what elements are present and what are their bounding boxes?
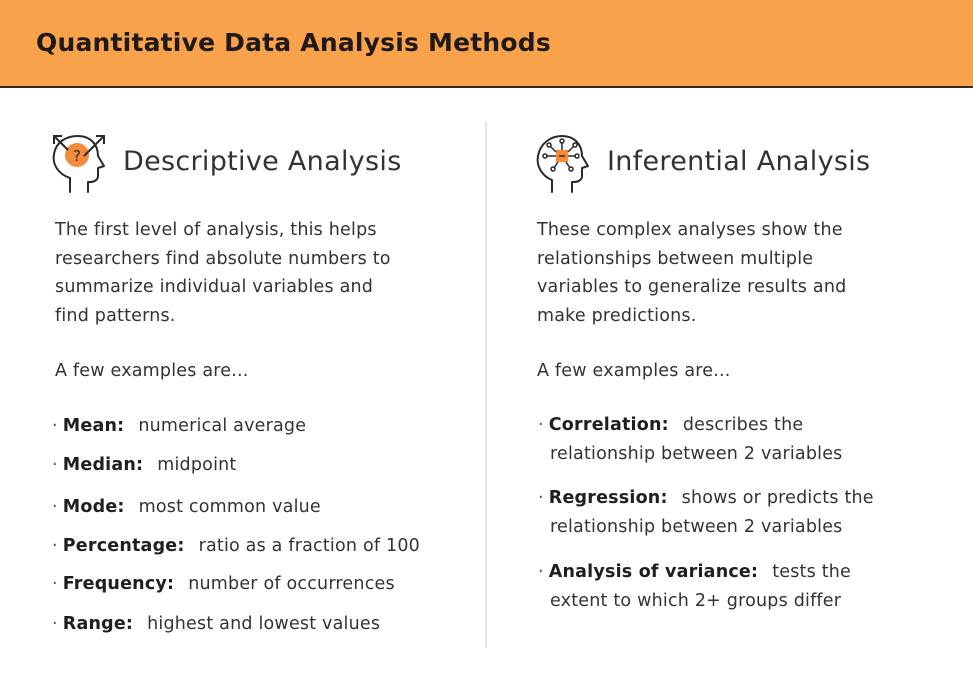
bullet: · [52,416,58,436]
item-desc: midpoint [157,455,237,475]
item-term: Percentage: [62,536,185,556]
paragraph-line: These complex analyses show the [537,220,843,240]
inferential-paragraph [537,216,846,330]
item-term: Mean: [62,416,125,436]
descriptive-title: Descriptive Analysis [123,146,402,177]
paragraph-line: The first level of analysis, this helps [55,220,377,240]
item-term: Regression: [548,488,668,508]
column-divider [485,122,487,648]
page-title: Quantitative Data Analysis Methods [36,28,551,57]
list-item [52,532,420,561]
inferential-title: Inferential Analysis [607,146,871,177]
descriptive-paragraph [55,216,391,330]
item-term: Analysis of variance: [548,562,759,582]
list-item [52,610,380,639]
list-item [538,558,851,615]
paragraph-line: relationships between multiple [537,248,814,269]
paragraph-line: variables to generalize results and [537,277,847,297]
item-desc: number of occurrences [188,574,395,594]
item-desc-continued: relationship between 2 variables [550,516,843,537]
item-desc: shows or predicts the [681,488,874,508]
paragraph-line: make predictions. [537,305,697,326]
inferential-intro: A few examples are... [537,361,731,381]
header-banner [0,0,973,88]
list-item [52,451,237,480]
item-desc: tests the [772,562,852,582]
item-term: Correlation: [548,415,669,435]
item-term: Mode: [62,497,125,517]
item-desc: most common value [138,497,321,517]
list-item [52,493,321,522]
bullet: · [52,497,58,517]
descriptive-intro: A few examples are... [55,361,249,381]
item-desc-continued: extent to which 2+ groups differ [550,590,842,611]
bullet: · [52,536,58,556]
list-item [52,570,395,599]
head-question-arrows-icon [48,130,110,196]
item-term: Frequency: [62,574,175,594]
item-desc: ratio as a fraction of 100 [198,536,420,556]
bullet: · [52,574,58,594]
bullet: · [52,455,58,475]
item-desc: numerical average [138,416,307,436]
bullet: · [52,614,58,634]
bullet: · [538,488,544,508]
svg-text:?: ? [73,147,81,165]
paragraph-line: find patterns. [55,305,176,326]
list-item [538,484,874,541]
item-desc-continued: relationship between 2 variables [550,443,843,464]
item-term: Median: [62,455,144,475]
paragraph-line: summarize individual variables and [55,277,374,297]
list-item [52,412,306,441]
bullet: · [538,415,544,435]
head-circuit-icon [534,132,590,196]
item-desc: highest and lowest values [147,614,381,634]
paragraph-line: researchers find absolute numbers to [55,248,391,269]
item-desc: describes the [682,415,804,435]
item-term: Range: [62,614,134,634]
list-item [538,411,842,468]
bullet: · [538,562,544,582]
